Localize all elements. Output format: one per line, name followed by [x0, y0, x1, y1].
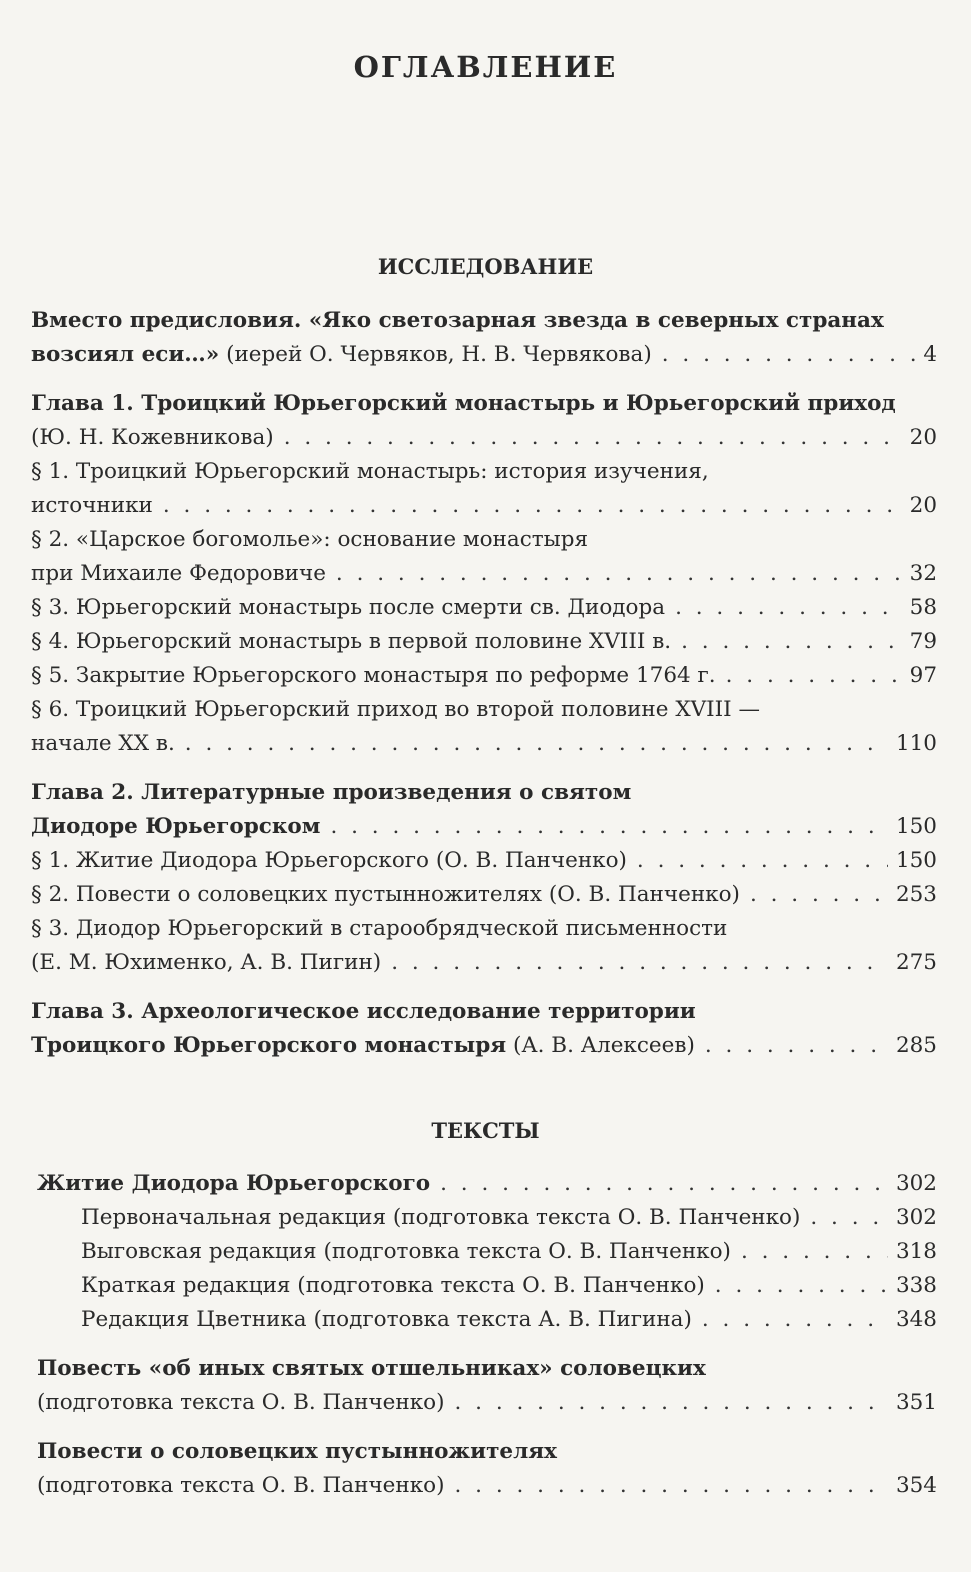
toc-section-2-3-line1: § 3. Диодор Юрьегорский в старообрядческой письменности	[31, 916, 728, 941]
page-number: 302	[895, 1205, 937, 1230]
toc-entry-preface-line1: Вместо предисловия. «Яко светозарная звезда в северных странах	[31, 308, 884, 333]
page-number: 79	[909, 629, 937, 654]
toc-text-life-redaction-2[interactable]: Выговская редакция (подготовка текста О. В. Панченко) . . . 318	[81, 1235, 937, 1269]
page-number: 351	[895, 1390, 937, 1415]
toc-text-desert-dwellers[interactable]: (подготовка текста О. В. Панченко) . . . 354	[37, 1469, 937, 1503]
leader-dots	[163, 489, 902, 523]
page-number: 4	[923, 342, 937, 367]
page-number: 110	[895, 731, 937, 756]
leader-dots	[185, 727, 888, 761]
toc-chapter-2[interactable]: Диодоре Юрьегорском . . . 150	[31, 810, 937, 844]
toc-entry-title: возсиял еси…»	[31, 342, 220, 367]
toc-entry-preface[interactable]	[31, 338, 937, 372]
page-number: 348	[895, 1307, 937, 1332]
toc-section-2-1[interactable]: § 1. Житие Диодора Юрьегорского (О. В. Панченко) . . . 150	[31, 844, 937, 878]
leader-dots	[705, 1029, 888, 1063]
leader-dots	[681, 625, 902, 659]
toc-section-1-1-line1: § 1. Троицкий Юрьегорский монастырь: история изучения,	[31, 459, 709, 484]
leader-dots	[750, 878, 888, 912]
toc-text-desert-dwellers-title: Повести о соловецких пустынножителях	[37, 1439, 557, 1464]
leader-dots	[715, 1269, 888, 1303]
toc-section-1-6-line1: § 6. Троицкий Юрьегорский приход во второй половине XVIII —	[31, 697, 760, 722]
leader-dots	[662, 338, 916, 372]
leader-dots	[741, 1235, 888, 1269]
page-number: 302	[895, 1171, 937, 1196]
toc-text-life-redaction-4[interactable]: Редакция Цветника (подготовка текста А. В. Пигина) . . . 348	[81, 1303, 937, 1337]
section-heading-research: ИССЛЕДОВАНИЕ	[377, 254, 594, 279]
toc-text-hermits[interactable]: (подготовка текста О. В. Панченко) . . . 351	[37, 1386, 937, 1420]
leader-dots	[702, 1303, 888, 1337]
toc-chapter-1-title: Глава 1. Троицкий Юрьегорский монастырь и Юрьегорский приход	[31, 391, 896, 416]
page-number: 318	[895, 1239, 937, 1264]
page-number: 285	[895, 1033, 937, 1058]
toc-chapter-1[interactable]	[31, 421, 937, 455]
toc-section-2-3[interactable]: (Е. М. Юхименко, А. В. Пигин) . . . 275	[31, 946, 937, 980]
toc-section-1-6[interactable]: начале XX в. . . . 110	[31, 727, 937, 761]
page-number: 20	[909, 425, 937, 450]
toc-section-1-3[interactable]: § 3. Юрьегорский монастырь после смерти св. Диодора . . . 58	[31, 591, 937, 625]
leader-dots	[391, 946, 888, 980]
leader-dots	[330, 810, 888, 844]
page-number: 150	[895, 848, 937, 873]
toc-section-2-2[interactable]: § 2. Повести о соловецких пустынножителях (О. В. Панченко) . . . 253	[31, 878, 937, 912]
page-number: 58	[909, 595, 937, 620]
leader-dots	[284, 421, 902, 455]
toc-chapter-2-title: Глава 2. Литературные произведения о святом	[31, 780, 632, 805]
leader-dots	[637, 844, 888, 878]
page-number: 97	[909, 663, 937, 688]
page-number: 275	[895, 950, 937, 975]
leader-dots	[726, 659, 902, 693]
toc-section-1-2[interactable]: при Михаиле Федоровиче . . . 32	[31, 557, 937, 591]
toc-section-1-5[interactable]: § 5. Закрытие Юрьегорского монастыря по реформе 1764 г. . . . 97	[31, 659, 937, 693]
toc-text-life[interactable]: Житие Диодора Юрьегорского . . . 302	[37, 1167, 937, 1201]
toc-text-life-redaction-3[interactable]: Краткая редакция (подготовка текста О. В. Панченко) . . . 338	[81, 1269, 937, 1303]
toc-section-1-2-line1: § 2. «Царское богомолье»: основание монастыря	[31, 527, 589, 552]
toc-section-1-1[interactable]: источники . . . 20	[31, 489, 937, 523]
page-number: 32	[909, 561, 937, 586]
page-number: 354	[895, 1473, 937, 1498]
page-number: 338	[895, 1273, 937, 1298]
leader-dots	[440, 1167, 888, 1201]
page-number: 253	[895, 882, 937, 907]
toc-text-life-redaction-1[interactable]: Первоначальная редакция (подготовка текста О. В. Панченко) . . . 302	[81, 1201, 937, 1235]
leader-dots	[675, 591, 902, 625]
toc-entry-authors: (иерей О. Червяков, Н. В. Червякова)	[219, 342, 652, 367]
toc-chapter-3[interactable]: Троицкого Юрьегорского монастыря (А. В. Алексеев) . . . 285	[31, 1029, 937, 1063]
leader-dots	[810, 1201, 888, 1235]
toc-entry-authors: (А. В. Алексеев)	[506, 1033, 695, 1058]
leader-dots	[454, 1386, 887, 1420]
leader-dots	[336, 557, 902, 591]
toc-section-1-4[interactable]: § 4. Юрьегорский монастырь в первой половине XVIII в. . . . 79	[31, 625, 937, 659]
page-number: 20	[909, 493, 937, 518]
page-number: 150	[895, 814, 937, 839]
page-title: ОГЛАВЛЕНИЕ	[353, 50, 618, 84]
leader-dots	[454, 1469, 887, 1503]
toc-text-hermits-title: Повесть «об иных святых отшельниках» соловецких	[37, 1356, 706, 1381]
toc-chapter-3-title: Глава 3. Археологическое исследование территории	[31, 999, 696, 1024]
section-heading-texts: ТЕКСТЫ	[431, 1118, 540, 1143]
toc-entry-authors: (Ю. Н. Кожевникова)	[31, 425, 274, 450]
